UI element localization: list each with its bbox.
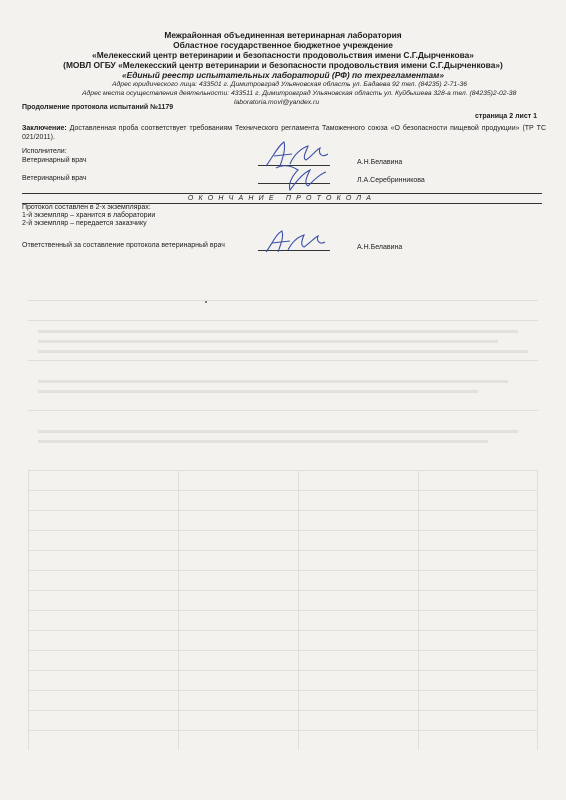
copies-line-2: 1-й экземпляр – хранится в лаборатории (22, 212, 156, 219)
vet1-role: Ветеринарный врач (22, 157, 87, 164)
vet2-name: Л.А.Серебринникова (357, 177, 425, 184)
end-of-protocol-banner: ОКОНЧАНИЕ ПРОТОКОЛА (22, 193, 542, 204)
page-number: страница 2 лист 1 (475, 113, 537, 120)
responsible-label: Ответственный за составление протокола ветеринарный врач (22, 242, 225, 249)
institution-type: Областное государственное бюджетное учреждение (173, 40, 393, 50)
institution-abbrev: (МОВЛ ОГБУ «Мелекесский центр ветеринарии и безопасности продовольствия имени С.Г.Дырченкова») (63, 60, 503, 70)
vet1-name: А.Н.Белавина (357, 159, 403, 166)
email: laboratoria.movl@yandex.ru (234, 99, 320, 106)
legal-address: Адрес юридического лица: 433501 г. Димитровград Ульяновская область ул. Бадаева 92 тел. (84235) 2-71-36 (112, 81, 468, 88)
vet2-signature (270, 160, 330, 194)
conclusion-label: Заключение: (22, 125, 67, 132)
responsible-signature (262, 228, 328, 256)
activity-address: Адрес места осуществления деятельности: 433511 г. Димитровград Ульяновская область ул. Куйбышева 328-а тел. (84235)2-02-38 (82, 90, 517, 97)
institution-name: «Мелекесский центр ветеринарии и безопасности продовольствия имени С.Г.Дырченкова» (92, 50, 474, 60)
reverse-side-bleed (28, 300, 538, 780)
vet2-role: Ветеринарный врач (22, 175, 87, 182)
conclusion-text: Доставленная проба соответствует требованиям Технического регламента Таможенного союза «О безопасности пищевой продукции» (ТР ТС 021/2011). (22, 125, 546, 141)
protocol-continuation: Продолжение протокола испытаний №1179 (22, 104, 174, 111)
speck (205, 301, 207, 303)
copies-line-3: 2-й экземпляр – передается заказчику (22, 220, 147, 227)
responsible-name: А.Н.Белавина (357, 244, 403, 251)
executors-label: Исполнители: (22, 148, 67, 155)
lab-name: Межрайонная объединенная ветеринарная лаборатория (164, 30, 402, 40)
registry-line: «Единый реестр испытательных лабораторий (РФ) по техрегламентам» (121, 70, 445, 80)
copies-line-1: Протокол составлен в 2-х экземплярах: (22, 204, 151, 211)
